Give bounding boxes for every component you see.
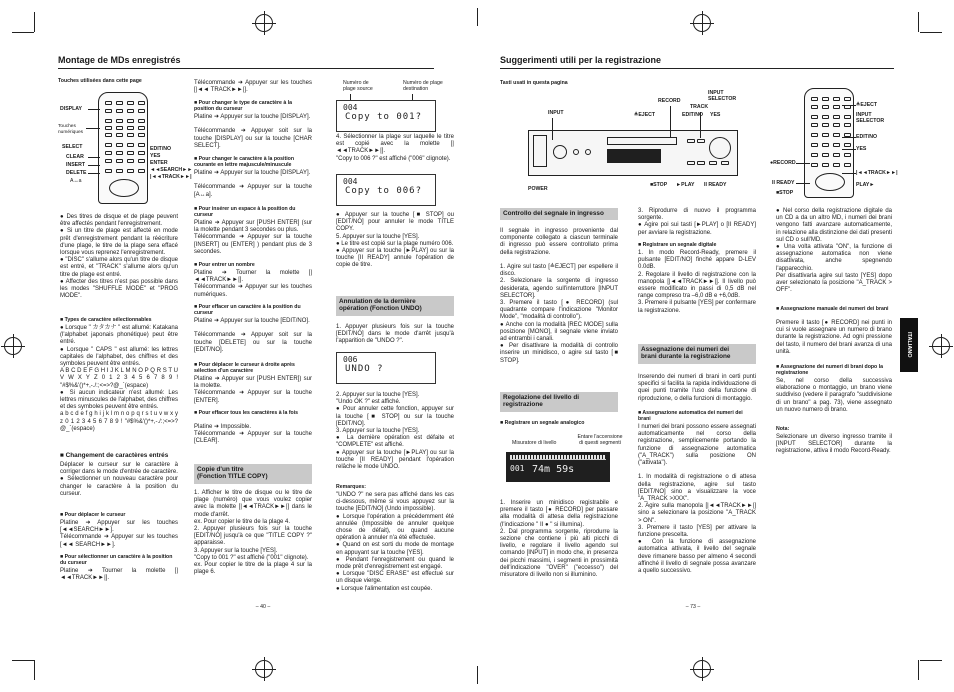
level-meter-display xyxy=(506,452,610,482)
section-title-auto: Assegnazione dei numeri dei brani durante la registrazione xyxy=(638,344,756,364)
label-display: DISPLAY xyxy=(60,106,83,112)
language-tab: ITALIANO xyxy=(900,318,918,372)
registration-mark xyxy=(693,660,711,678)
auto-subheading: ■ Assegnazione automatica dei numeri dei brani xyxy=(638,410,743,423)
remote-dial xyxy=(109,179,139,197)
col3-body1-right: ● Nel corso della registrazione digitale da un CD a da un altro MD, i numeri dei brani vengono fatti avanzare automaticamente, in relazione alla distinzione dei dati presenti sul CD o sull'MD. ● Una volta attivata "ON", la funzione di assegnazione automatica non viene disattivata, anche spegnendo l'apparecchio. Per disattivarla agire sul tasto [YES] dopo aver selezionato la posizione "A_TRACK > OFF". xyxy=(776,208,892,294)
crop-mark xyxy=(918,12,919,32)
undo-body2: 2. Appuyer sur la touche [YES]. "Undo OK ?" est affiché. ● Pour annuler cette fonction, appuyer sur la touche [■ STOP] ou sur la touche [EDIT/NO]. 3. Appuyer sur la touche [YES]. ● La dernière opération est défaite et "COMPLETE" est affiché. ● Appuyer sur la touche [►PLAY] ou sur la touche [II READY] pendant l'opération relâche le mode UNDO. xyxy=(336,392,454,471)
page-title-right: Suggerimenti utili per la registrazione xyxy=(500,55,662,65)
manual-subheading: ■ Assegnazione manuale dei numeri dei brani xyxy=(776,306,889,312)
deck-label-edit: EDIT/NO xyxy=(682,112,704,118)
deck-label-ready: II READY xyxy=(704,182,727,188)
note-heading: Nota: xyxy=(776,426,790,432)
deck-label-input-selector: INPUT SELECTOR xyxy=(708,90,737,102)
display-panel-copy2 xyxy=(336,174,436,206)
crop-mark xyxy=(12,660,34,661)
copy-body: 1. Afficher le titre de disque ou le titre de plage (numéro) que vous voulez copier avec la molette [|◄◄TRACK►►|] dans le mode d'arrêt. ex. Pour copier le titre de la plage 4. 2. Appuyer plusieurs fois sur la touche [EDIT/NO] jusqu'à ce que "TITLE COPY ?" apparaisse. 3. Appuyer sur la touche [YES]. "Copy to 001 ?" est affiché ("001" clignote). ex. Pour copier le titre de la plage 4 sur la plage 6. xyxy=(194,490,312,576)
title-rule xyxy=(500,68,894,69)
deck-label-track: TRACK xyxy=(690,104,709,110)
label-delete: DELETE xyxy=(66,170,87,176)
crop-mark xyxy=(920,32,942,33)
col2-h7: ■ Pour effacer tous les caractères à la fois xyxy=(194,410,299,416)
label-track: |◄◄TRACK►►| xyxy=(150,174,192,180)
col2-h2: ■ Pour changer le caractère à la position courante en lettre majuscule/minuscule xyxy=(194,156,295,169)
rlabel-input: INPUT SELECTOR xyxy=(856,112,885,124)
col2-b2: Platine ➜ Appuyer sur la touche [DISPLAY]. Télécommande ➜ Appuyer sur la touche [A↔a]. xyxy=(194,170,312,198)
registration-mark xyxy=(4,337,22,355)
crop-mark xyxy=(918,660,919,680)
move-heading: ■ Pour déplacer le curseur xyxy=(60,512,126,518)
deck-label-play: ►PLAY xyxy=(676,182,695,188)
section-title-level: Regolazione del livello di registrazione xyxy=(500,392,618,412)
deck-label-eject: ≜EJECT xyxy=(634,112,656,118)
col2-h3: ■ Pour insérer un espace à la position du curseur xyxy=(194,206,296,219)
crop-mark xyxy=(477,666,478,684)
display-track-number: 006 xyxy=(343,355,358,364)
label-yes: YES xyxy=(150,153,161,159)
display-text: UNDO ? xyxy=(345,364,384,374)
rlabel-yes: YES xyxy=(856,146,867,152)
col2-top: Télécommande ➜ Appuyer sur les touches [|◄◄ TRACK►►|]. xyxy=(194,80,312,94)
col2-b3: Platine ➜ Appuyer sur [PUSH ENTER] (sur la molette pendant 3 secondes ou plus. Télécommande ➜ Appuyer sur la touche [INSERT] ou [ENTER] ) pendant plus de 3 secondes. xyxy=(194,220,312,255)
rlabel-eject: ≜EJECT xyxy=(856,102,878,108)
display-track-number: 004 xyxy=(343,177,358,186)
types-heading: ■ Types de caractère sélectionnables xyxy=(60,317,152,323)
col3-body1: 4. Sélectionner la plage sur laquelle le titre est copié avec la molette [|◄◄TRACK►►|]. "Copy to 006 ?" est affiché ("006" clignote). xyxy=(336,134,454,162)
meter-label-2: Entare l'accensione di questi segmenti xyxy=(577,434,623,447)
display-panel-undo xyxy=(336,352,436,384)
meter-label-1: Misuratore di livello xyxy=(512,440,557,446)
manual-body: Premere il tasto [● RECORD] nei punti in cui si vuole assegnare un numero di brano durante la registrazione. Ad ogni pressione del tasto, il numero del brani avanza di una unità. xyxy=(776,320,892,355)
label-select: SELECT xyxy=(62,144,83,150)
col2-b5: Platine ➜ Appuyer sur la touche [EDIT/NO]. Télécommande ➜ Appuyer soit sur la touche [DELETE] ou sur la touche [EDIT/NO]. xyxy=(194,318,312,353)
input-knob xyxy=(553,145,567,159)
label-touches: Touches numériques xyxy=(58,124,84,135)
registration-mark xyxy=(932,337,950,355)
col2-body1-right: 3. Riprodurre di nuovo il programma sorgente. ● Agire poi sui tasti [►PLAY] o [II READY] per avviare la registrazione. xyxy=(638,208,756,236)
col2-h6: ■ Pour déplacer le curseur à droite après sélection d'un caractère xyxy=(194,362,295,375)
col3-body2: ● Appuyer sur la touche [■ STOP] ou [EDIT/NO] pour annuler le mode TITLE COPY. 5. Appuyer sur la touche [YES]. ● Le titre est copié sur la plage numéro 006. ● Appuyer sur la touche [►PLAY] ou sur la touche [II READY] annule l'opération de copie de titre. xyxy=(336,212,454,269)
crop-mark xyxy=(12,32,34,33)
deck-display xyxy=(607,149,661,163)
registration-mark xyxy=(255,14,273,32)
col2-b1: Platine ➜ Appuyer sur la touche [DISPLAY]. Télécommande ➜ Appuyer soit sur la touche [DISPLAY] ou sur la touche [CHAR SELECT]. xyxy=(194,114,312,149)
remarks-body: "UNDO ?" ne sera pas affiché dans les cas ci-dessous, même si vous appuyez sur la touche [EDIT/NO] (Undo impossible). ● Lorsque l'opération a précédemment été annulée (Impossible de annuler quelque chose de défait), ou quand aucune opération à annuler n'a été effectuée. ● Quand on est sorti du mode de montage en appuyant sur la touche [YES]. ● Pendant l'enregistrement ou quand le mode prêt d'enregistrement est engagé. ● Lorsque "DISC ERASE" est effectué sur un disque vierge. ● Lorsque l'alimentation est coupée. xyxy=(336,492,454,592)
track-dial xyxy=(709,137,731,159)
deck-label-input: INPUT xyxy=(548,110,564,116)
level-subheading: ■ Registrare un segnale analogico xyxy=(500,420,585,426)
select-heading: ■ Pour sélectionner un caractère à la position du curseur xyxy=(60,554,173,567)
col2-h5: ■ Pour effacer un caractère à la position du curseur xyxy=(194,304,301,317)
page-number-right: – 73 – xyxy=(685,604,701,610)
rlabel-play: PLAY► xyxy=(856,182,875,188)
disp-label-dest: Numéro de plage destination xyxy=(403,80,443,93)
col2-h1: ■ Pour changer le type de caractère à la position du curseur xyxy=(194,100,292,113)
display-track-number: 004 xyxy=(343,103,358,112)
col2-h4: ■ Pour entrer un nombre xyxy=(194,262,255,268)
meter-time: 74m 59s xyxy=(532,464,575,475)
crop-mark xyxy=(477,8,478,26)
note-body: Selezionare un diverso ingresso tramite il [INPUT SELECTOR] durante la registrazione, attiva il modo Record-Ready. xyxy=(776,434,892,455)
label-enter: ENTER xyxy=(150,160,168,166)
select-body: Platine ➜ Tourner la molette [|◄◄TRACK►►|]. xyxy=(60,568,178,582)
label-search: ◄◄SEARCH►► xyxy=(150,167,193,173)
auto-body: I numeri dei brani possono essere assegnati automaticamente nel corso della registrazione, semplicemente portando la funzione di assegnazione automatica ("A_TRACK") sulla posizione ON ("attivata"). 1. In modalità di registrazione o di attesa della registrazione, agire sul tasto [EDIT/NO] sino a visualizzare la voce "A_TRACK >XXX". 2. Agire sulla manopola [|◄◄TRACK►►|] sino a selezionare la posizione "A_TRACK > ON". 3. Premere il tasto [YES] per attivare la funzione prescelta. ● Con la funzione di assegnazione automatica attivata, il livello del segnale deve rimanere basso per almeno 4 secondi affinché il livello di segnale possa avanzare a quello successivo. xyxy=(638,424,756,575)
change-heading: ■ Changement de caractères entrés xyxy=(60,452,169,459)
play-subheading: ■ Assegnazione dei numeri di brani dopo la registrazione xyxy=(776,364,883,377)
remote-illustration-right xyxy=(768,84,898,202)
col2-b4: Platine ➜ Tourner la molette [|◄◄TRACK►►|]. Télécommande ➜ Appuyer sur les touches numériques. xyxy=(194,270,312,298)
label-insert: INSERT xyxy=(66,162,86,168)
rlabel-stop: ■STOP xyxy=(776,190,794,196)
rlabel-track: |◄◄TRACK►►| xyxy=(856,170,898,176)
section-title-control: Controllo del segnale in ingresso xyxy=(500,208,618,220)
page-title-left: Montage de MDs enregistrés xyxy=(58,55,181,65)
label-clear: CLEAR xyxy=(66,154,84,160)
crop-mark xyxy=(34,12,35,32)
label-edit: EDIT/NO xyxy=(150,146,172,152)
keys-heading: Touches utilisées dans cette page xyxy=(58,78,142,84)
remote-illustration-left xyxy=(58,88,193,208)
undo-body: 1. Appuyer plusieurs fois sur la touche [EDIT/NO] dans le mode d'arrêt jusqu'à l'apparition de "UNDO ?". xyxy=(336,324,454,345)
move-body: Platine ➜ Appuyer sur les touches [◄◄SEARCH►►]. Télécommande ➜ Appuyer sur les touches [◄◄ SEARCH►►]. xyxy=(60,520,178,548)
control-body: Il segnale in ingresso proveniente dal componente collegato a ciascun terminale di ingresso può essere controllato prima della registrazione. 1. Agire sul tasto [≜EJECT] per espellere il disco. 2. Selezionare la sorgente di ingresso desiderata, agendo sull'interruttore [INPUT SELECTOR]. 3. Premere il tasto [● RECORD] (sul quadrante compare l'indicazione "Monitor Mode", "modalità di controllo"). ● Anche con la modalità [REC MODE] sulla posizione [MONO], il segnale viene inviato ad entrambi i canali. ● Per disattivare la modalità di controllo inserire un minidisco, o agire sul tasto [■ STOP]. xyxy=(500,228,618,364)
auto-intro: Inserendo dei numeri di brani in certi punti specifici si facilita la rapida individuazione di quei punti tramite l'uso della funzione di riproduzione, o della funzioni di montaggio. xyxy=(638,374,756,402)
registration-mark xyxy=(255,660,273,678)
remote-body xyxy=(98,92,148,204)
remote-dial xyxy=(815,173,845,191)
display-panel-copy1 xyxy=(336,100,436,132)
types-body: ● Lorsque " カタカナ " est allumé: Katakana (l'alphabet japonais phonétique) peut être entré. ● Lorsque " CAPS " est allumé: les lettres capitales de l'alphabet, des chiffres et des symboles peuvent être entrés. A B C D E F G H I J K L M N O P Q R S T U V W X Y Z 0 1 2 3 4 5 6 7 8 9 ! "#$%&'()*+,-./:;<=>?@_`(espace) ● Si aucun indicateur n'est allumé: Les lettres minuscules de l'alphabet, des chiffres et des symboles peuvent être entrés. a b c d e f g h i j k l m n o p q r s t u v w x y z 0 1 2 3 4 5 6 7 8 9 ! "#$%&'()*+,-./:;<=>?@_`(espace) xyxy=(60,325,178,432)
digital-body: 1. In modo Record-Ready, premere il pulsante [EDIT/NO] finché appare D-LEV 0.0dB. 2. Regolare il livello di registrazione con la manopola [|◄◄TRACK►►|]. Il livello può essere modificato in passi di 0,5 dB nel range compreso tra –6,0 dB e +6,0dB. 3. Premere il pulsante [YES] per confermare la registrazione. xyxy=(638,250,756,314)
deck-label-stop: ■STOP xyxy=(650,182,668,188)
page-number-left: – 40 – xyxy=(255,604,271,610)
crop-mark xyxy=(920,660,942,661)
rlabel-record: ●RECORD xyxy=(770,160,796,166)
deck-body xyxy=(528,130,738,176)
disp-label-source: Numéro de plage source xyxy=(343,80,373,93)
section-title-copy: Copie d'un titre (Fonction TITLE COPY) xyxy=(194,464,312,484)
play-body: Se, nel corso della successiva elaborazione o montaggio, un brano viene suddiviso (vedere il paragrafo "suddivisione di un brano" a pag. 73), viene assegnato un nuovo numero di brano. xyxy=(776,378,892,413)
deck-label-record: RECORD xyxy=(658,98,681,104)
label-aa: A↔a xyxy=(70,178,82,184)
display-text: Copy to 006? xyxy=(345,186,423,196)
display-text: Copy to 001? xyxy=(345,112,423,122)
col2-b7: Platine ➜ Impossible. Télécommande ➜ Appuyer sur la touche [CLEAR]. xyxy=(194,424,312,445)
rlabel-edit: EDIT/NO xyxy=(856,134,878,140)
deck-label-yes: YES xyxy=(710,112,721,118)
deck-illustration xyxy=(510,90,760,196)
rlabel-ready: II READY xyxy=(772,180,795,186)
crop-mark xyxy=(34,660,35,680)
disc-slot xyxy=(607,137,677,145)
level-body: 1. Inserire un minidisco registrabile e premere il tasto [● RECORD] per passare alla modalità di attesa della registrazione (l'indicazione " II ● " si illumina). 2. Dal programma sorgente, riprodurre la sezione che contiene i più alti picchi di livello, e regolare il livello agendo sul comando [INPUT] in modo che, in presenza dei picchi massimi, i segmenti in prossimità dell'indicazione "OVER" ("eccesso") del misuratore di livello non si illuminino. xyxy=(500,500,618,579)
digital-subheading: ■ Registrare un segnale digitale xyxy=(638,242,717,248)
col2-b6: Platine ➜ Appuyer sur [PUSH ENTER]) sur la molette. Télécommande ➜ Appuyer sur la touche [ENTER]. xyxy=(194,376,312,404)
keys-heading-right: Tasti usati in questa pagina xyxy=(500,80,568,86)
section-title-undo: Annulation de la dernière opération (Fonction UNDO) xyxy=(336,296,454,316)
remarks-heading: Remarques: xyxy=(336,484,366,490)
deck-label-power: POWER xyxy=(528,186,548,192)
title-rule xyxy=(58,68,434,69)
registration-mark xyxy=(693,14,711,32)
change-body: Déplacer le curseur sur le caractère à corriger dans le mode d'entrée de caractère. ● Sélectionner un nouveau caractère pour changer le caractère à la position du curseur. xyxy=(60,462,178,497)
meter-track-number: 001 xyxy=(510,464,525,473)
col1-bullets: ● Des titres de disque et de plage peuvent être affectés pendant l'enregistrement. ● Si un titre de plage est affecté en mode prêt d'enregistrement pendant la réécriture d'une plage, le titre de la plage sera effacé lorsque vous reprenez l'enregistrement. ● "DISC" s'allume alors qu'un titre de disque est entré, et "TRACK" s'allume alors qu'un titre de plage est entré. ● Affecter des titres n'est pas possible dans les modes "SHUFFLE MODE" et "PROG MODE". xyxy=(60,214,178,300)
